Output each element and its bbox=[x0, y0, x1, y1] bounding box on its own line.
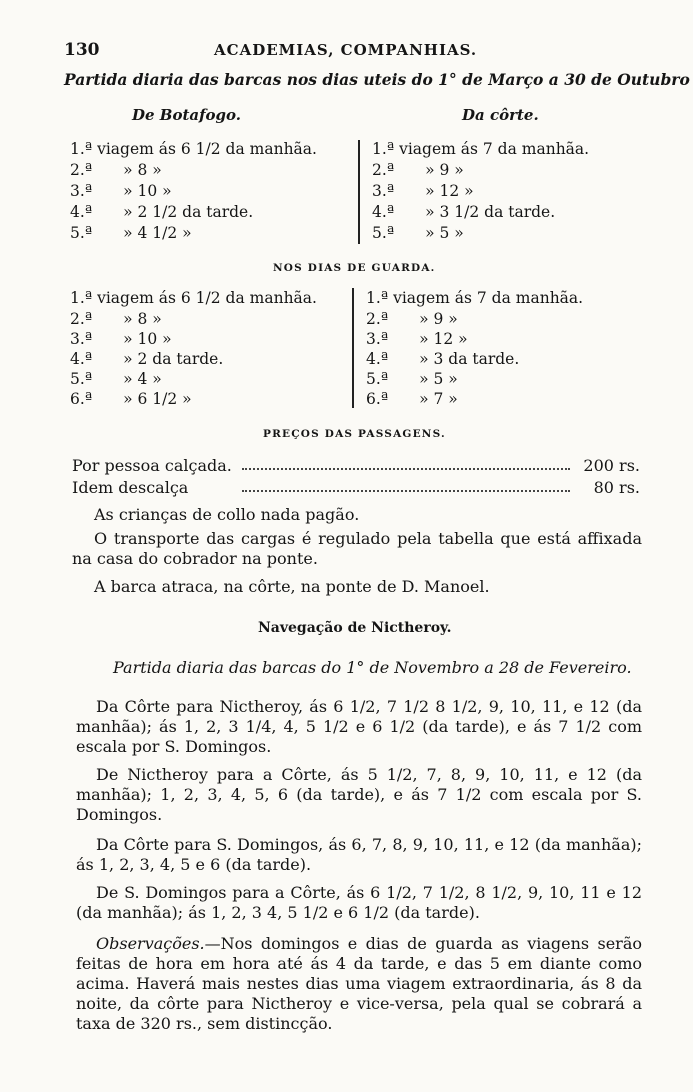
schedule-row: 3.ª » 10 » bbox=[70, 182, 172, 200]
running-header bbox=[64, 40, 664, 62]
col-left-heading: De Botafogo. bbox=[132, 106, 242, 124]
holidays-heading: NOS DIAS DE GUARDA. bbox=[273, 262, 436, 274]
route-corte-nictheroy: Da Côrte para Nictheroy, ás 6 1/2, 7 1/2 8 1/2, 9, 10, 11, e 12 (da manhãa); ás 1, 2, 3 1/4, 4, 5 1/2 e 6 1/2 (da tarde), e ás 7 1/2 com escala por S. Domingos. bbox=[76, 697, 642, 756]
schedule-row: 3.ª » 10 » bbox=[70, 330, 172, 348]
note-children: As crianças de collo nada pagão. bbox=[94, 505, 360, 524]
schedule-row: 6.ª » 7 » bbox=[366, 390, 458, 408]
schedule-row: 1.ª viagem ás 7 da manhãa. bbox=[372, 140, 590, 158]
schedule-row: 2.ª » 9 » bbox=[366, 310, 458, 328]
note-dock: A barca atraca, na côrte, na ponte de D. Manoel. bbox=[94, 577, 490, 596]
nictheroy-subtitle: Partida diaria das barcas do 1° de Novembro a 28 de Fevereiro. bbox=[113, 658, 632, 677]
schedule-row: 5.ª » 4 1/2 » bbox=[70, 224, 192, 242]
route-nictheroy-corte: De Nictheroy para a Côrte, ás 5 1/2, 7, 8, 9, 10, 11, e 12 (da manhãa); 1, 2, 3, 4, 5, 6 (da tarde), e ás 7 1/2 com escala por S. Domingos. bbox=[76, 765, 642, 824]
column-divider bbox=[358, 140, 360, 244]
schedule-row: 1.ª viagem ás 7 da manhãa. bbox=[366, 289, 584, 307]
schedule-row: 5.ª » 5 » bbox=[372, 224, 464, 242]
prices-heading: PREÇOS DAS PASSAGENS. bbox=[263, 428, 446, 440]
schedule-row: 5.ª » 5 » bbox=[366, 370, 458, 388]
schedule-row: 3.ª » 12 » bbox=[372, 182, 474, 200]
observations bbox=[76, 934, 642, 1034]
route-sdomingos-corte: De S. Domingos para a Côrte, ás 6 1/2, 7 1/2, 8 1/2, 9, 10, 11 e 12 (da manhãa); ás 1, 2, 3 4, 5 1/2 e 6 1/2 (da tarde). bbox=[76, 883, 642, 922]
observations-label: Observações. bbox=[96, 934, 205, 953]
schedule-row: 2.ª » 9 » bbox=[372, 161, 464, 179]
schedule-row: 1.ª viagem ás 6 1/2 da manhãa. bbox=[70, 289, 317, 307]
schedule-row: 5.ª » 4 » bbox=[70, 370, 162, 388]
nictheroy-section-title: Navegação de Nictheroy. bbox=[258, 620, 452, 636]
note-cargo: O transporte das cargas é regulado pela tabella que está affixada na casa do cobrador na ponte. bbox=[72, 529, 642, 568]
schedule-row: 2.ª » 8 » bbox=[70, 161, 162, 179]
price-row: Por pessoa calçada. 200 rs. bbox=[72, 456, 640, 475]
observations-text: —Nos domingos e dias de guarda as viagens serão feitas de hora em hora até ás 4 da tarde, e das 5 em diante como acima. Haverá mais nestes dias uma viagem extraordinaria, ás 8 da noite, da côrte para Nictheroy e vice-versa, pela qual se cobrará a taxa de 320 rs., sem distincção. bbox=[76, 934, 642, 1033]
page-number: 130 bbox=[64, 40, 100, 60]
route-corte-sdomingos: Da Côrte para S. Domingos, ás 6, 7, 8, 9, 10, 11, e 12 (da manhãa); ás 1, 2, 3, 4, 5 e 6 (da tarde). bbox=[76, 835, 642, 874]
price-row: Idem descalça 80 rs. bbox=[72, 478, 640, 497]
column-divider bbox=[352, 288, 354, 408]
leader-dots bbox=[242, 468, 570, 470]
schedule-row: 6.ª » 6 1/2 » bbox=[70, 390, 192, 408]
schedule-row: 4.ª » 2 1/2 da tarde. bbox=[70, 203, 254, 221]
schedule-row: 2.ª » 8 » bbox=[70, 310, 162, 328]
botafogo-schedule-title: Partida diaria das barcas nos dias uteis do 1° de Março a 30 de Outubro bbox=[64, 70, 690, 89]
schedule-row: 1.ª viagem ás 6 1/2 da manhãa. bbox=[70, 140, 317, 158]
leader-dots bbox=[242, 490, 570, 492]
running-title: ACADEMIAS, COMPANHIAS. bbox=[214, 41, 478, 59]
schedule-row: 4.ª » 3 1/2 da tarde. bbox=[372, 203, 556, 221]
schedule-row: 4.ª » 2 da tarde. bbox=[70, 350, 224, 368]
col-right-heading: Da côrte. bbox=[462, 106, 539, 124]
schedule-row: 4.ª » 3 da tarde. bbox=[366, 350, 520, 368]
schedule-row: 3.ª » 12 » bbox=[366, 330, 468, 348]
